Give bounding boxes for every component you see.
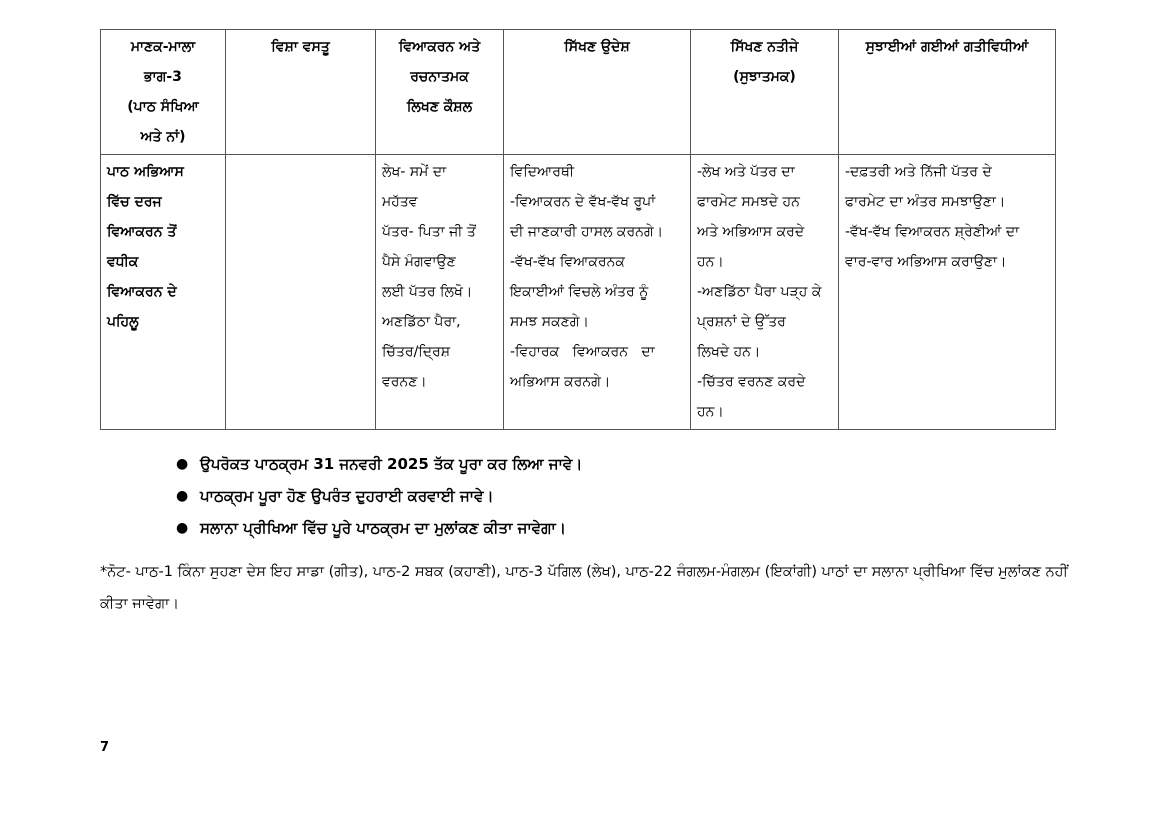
header-cell-objectives: ਸਿੱਖਣ ਉਦੇਸ਼ (504, 30, 691, 155)
cell-content (226, 155, 376, 430)
cell-objectives: ਵਿਦਿਆਰਥੀ -ਵਿਆਕਰਨ ਦੇ ਵੱਖ-ਵੱਖ ਰੂਪਾਂ ਦੀ ਜਾਣਕਾਰੀ ਹਾਸਲ ਕਰਨਗੇ। -ਵੱਖ-ਵੱਖ ਵਿਆਕਰਨਕ ਇਕਾਈਆਂ ਵਿਚਲੇ ਅੰਤਰ ਨੂੰ ਸਮਝ ਸਕਣਗੇ। -ਵਿਹਾਰਕ ਵਿਆਕਰਨ ਦਾ ਅਭਿਆਸ ਕਰਨਗੇ। (504, 155, 691, 430)
header-cell-chapter: ਮਾਣਕ-ਮਾਲਾ ਭਾਗ-3 (ਪਾਠ ਸੰਖਿਆ ਅਤੇ ਨਾਂ) (101, 30, 226, 155)
page-number: 7 (100, 740, 110, 755)
cell-chapter: ਪਾਠ ਅਭਿਆਸ ਵਿੱਚ ਦਰਜ ਵਿਆਕਰਨ ਤੋਂ ਵਧੀਕ ਵਿਆਕਰਨ ਦੇ ਪਹਿਲੂ (101, 155, 226, 430)
syllabus-table (100, 29, 1056, 430)
cell-grammar: ਲੇਖ- ਸਮੇਂ ਦਾ ਮਹੱਤਵ ਪੱਤਰ- ਪਿਤਾ ਜੀ ਤੋਂ ਪੈਸੇ ਮੰਗਵਾਉਣ ਲਈ ਪੱਤਰ ਲਿਖੋ। ਅਣਡਿੱਠਾ ਪੈਰਾ, ਚਿੱਤਰ/ਦ੍ਰਿਸ਼ ਵਰਨਣ। (376, 155, 504, 430)
list-item: ● ਸਲਾਨਾ ਪ੍ਰੀਖਿਆ ਵਿੱਚ ਪੂਰੇ ਪਾਠਕ੍ਰਮ ਦਾ ਮੁਲਾਂਕਣ ਕੀਤਾ ਜਾਵੇਗਾ। (170, 512, 582, 544)
bullet-icon: ● (176, 488, 189, 504)
header-cell-activities: ਸੁਝਾਈਆਂ ਗਈਆਂ ਗਤੀਵਿਧੀਆਂ (839, 30, 1056, 155)
header-cell-grammar: ਵਿਆਕਰਨ ਅਤੇ ਰਚਨਾਤਮਕ ਲਿਖਣ ਕੌਸ਼ਲ (376, 30, 504, 155)
header-cell-content: ਵਿਸ਼ਾ ਵਸਤੂ (226, 30, 376, 155)
bullet-icon: ● (176, 520, 189, 536)
list-item: ● ਉਪਰੋਕਤ ਪਾਠਕ੍ਰਮ 31 ਜਨਵਰੀ 2025 ਤੱਕ ਪੂਰਾ ਕਰ ਲਿਆ ਜਾਵੇ। (170, 448, 582, 480)
cell-activities: -ਦਫ਼ਤਰੀ ਅਤੇ ਨਿੱਜੀ ਪੱਤਰ ਦੇ ਫਾਰਮੇਟ ਦਾ ਅੰਤਰ ਸਮਝਾਉਣਾ। -ਵੱਖ-ਵੱਖ ਵਿਆਕਰਨ ਸ਼੍ਰੇਣੀਆਂ ਦਾ ਵਾਰ-ਵਾਰ ਅਭਿਆਸ ਕਰਾਉਣਾ। (839, 155, 1056, 430)
cell-outcomes: -ਲੇਖ ਅਤੇ ਪੱਤਰ ਦਾ ਫਾਰਮੇਟ ਸਮਝਦੇ ਹਨ ਅਤੇ ਅਭਿਆਸ ਕਰਦੇ ਹਨ। -ਅਣਡਿੱਠਾ ਪੈਰਾ ਪੜ੍ਹ ਕੇ ਪ੍ਰਸ਼ਨਾਂ ਦੇ ਉੱਤਰ ਲਿਖਦੇ ਹਨ। -ਚਿੱਤਰ ਵਰਨਣ ਕਰਦੇ ਹਨ। (691, 155, 839, 430)
bullet-icon: ● (176, 456, 189, 472)
list-item: ● ਪਾਠਕ੍ਰਮ ਪੂਰਾ ਹੋਣ ਉਪਰੰਤ ਦੁਹਰਾਈ ਕਰਵਾਈ ਜਾਵੇ। (170, 480, 582, 512)
table-header-row (101, 30, 1056, 155)
note-paragraph: *ਨੋਟ- ਪਾਠ-1 ਕਿੰਨਾ ਸੁਹਣਾ ਦੇਸ ਇਹ ਸਾਡਾ (ਗੀਤ), ਪਾਠ-2 ਸਬਕ (ਕਹਾਣੀ), ਪਾਠ-3 ਪੱਗਿਲ (ਲੇਖ), ਪਾਠ-22 ਜੰਗਲਮ-ਮੰਗਲਮ (ਇਕਾਂਗੀ) ਪਾਠਾਂ ਦਾ ਸਲਾਨਾ ਪ੍ਰੀਖਿਆ ਵਿੱਚ ਮੁਲਾਂਕਣ ਨਹੀਂ ਕੀਤਾ ਜਾਵੇਗਾ। (100, 564, 1068, 612)
header-cell-outcomes: ਸਿੱਖਣ ਨਤੀਜੇ (ਸੁਝਾਤਮਕ) (691, 30, 839, 155)
table-row (101, 155, 1056, 430)
instructions-list (170, 448, 582, 544)
